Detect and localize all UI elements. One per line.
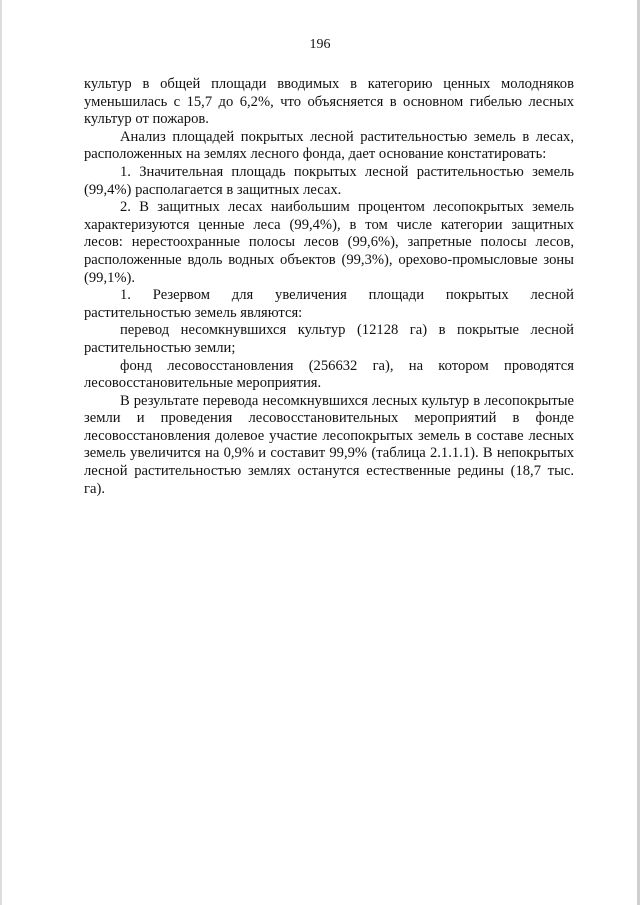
paragraph-point-2: 2. В защитных лесах наибольшим процентом лесопокрытых земель характеризуются ценные леса (99,4%), в том числе категории защитных лесов: нерестоохранные полосы лесов (99,6%), запретные полосы лесов, расположенные вдоль водных объектов (99,3%), орехово-промысловые зоны (99,1%). [84, 199, 574, 286]
scan-edge-left [0, 0, 2, 905]
body-text [84, 76, 574, 498]
paragraph-reserve-heading: 1. Резервом для увеличения площади покрытых лесной растительностью земель являются: [84, 287, 574, 321]
paragraph-continuation: культур в общей площади вводимых в категорию ценных молодняков уменьшилась с 15,7 до 6,2%, что объясняется в основном гибелью лесных культур от пожаров. [84, 76, 574, 128]
paragraph-conclusion: В результате перевода несомкнувшихся лесных культур в лесопокрытые земли и проведения лесовосстановительных мероприятий в фонде лесовосстановления долевое участие лесопокрытых земель в составе лесных земель увеличится на 0,9% и составит 99,9% (таблица 2.1.1.1). В непокрытых лесной растительностью землях останутся естественные редины (18,7 тыс. га). [84, 392, 574, 497]
page-number: 196 [309, 37, 331, 52]
paragraph-analysis-intro: Анализ площадей покрытых лесной растительностью земель в лесах, расположенных на землях лесного фонда, дает основание констатировать: [84, 128, 574, 163]
paragraph-reserve-item-2: фонд лесовосстановления (256632 га), на котором проводятся лесовосстановительные мероприятия. [84, 357, 574, 392]
paragraph-point-1: 1. Значительная площадь покрытых лесной растительностью земель (99,4%) располагается в защитных лесах. [84, 163, 574, 198]
paragraph-reserve-item-1: перевод несомкнувшихся культур (12128 га) в покрытые лесной растительностью земли; [84, 322, 574, 356]
